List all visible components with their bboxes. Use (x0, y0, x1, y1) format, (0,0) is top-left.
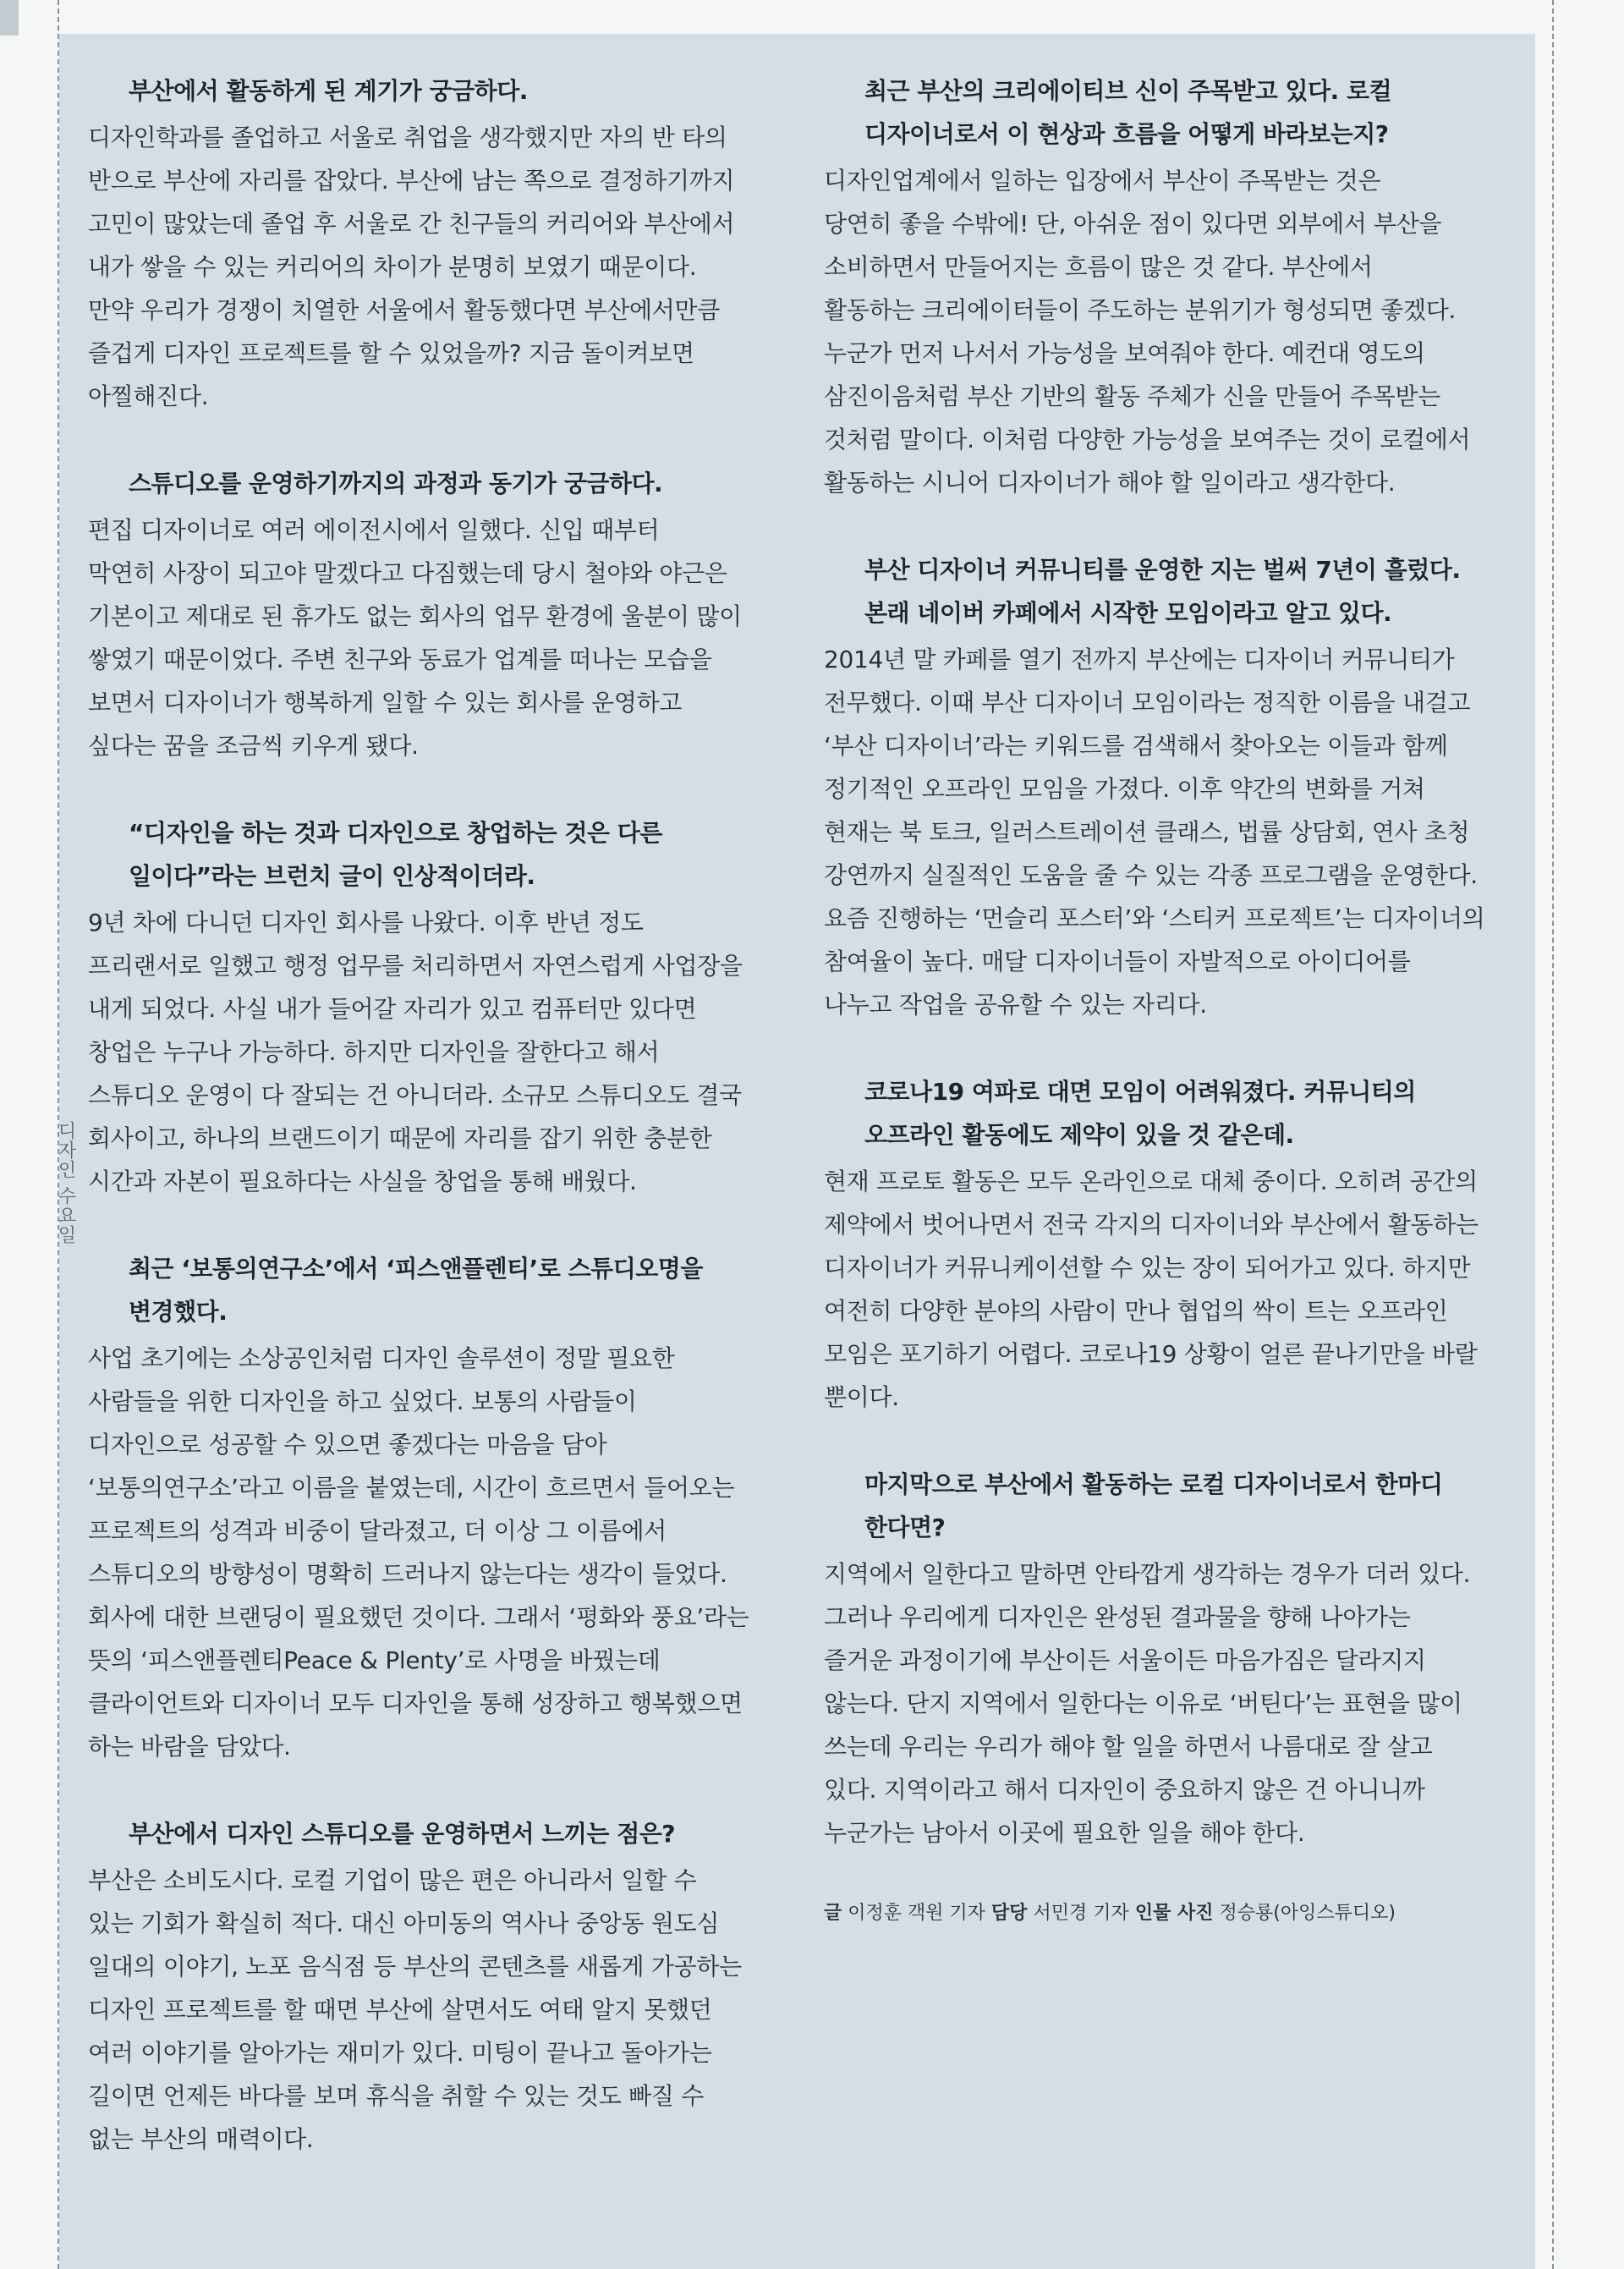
answer-line: 내가 쌓을 수 있는 커리어의 차이가 분명히 보였기 때문이다. (88, 253, 697, 281)
answer-line: 일대의 이야기, 노포 음식점 등 부산의 콘텐츠를 새롭게 가공하는 (88, 1953, 742, 1981)
credit-photo: 정승룡(아잉스튜디오) (1219, 1903, 1396, 1924)
answer-line: 있다. 지역이라고 해서 디자인이 중요하지 않은 건 아니니까 (824, 1776, 1425, 1804)
question-heading (88, 811, 790, 898)
question-heading (88, 69, 790, 113)
answer-line: 디자인으로 성공할 수 있으면 좋겠다는 마음을 담아 (88, 1431, 607, 1459)
answer-line: 하는 바람을 담았다. (88, 1733, 291, 1761)
answer-line: 현재 프로토 활동은 모두 온라인으로 대체 중이다. 오히려 공간의 (824, 1167, 1478, 1195)
question-line: 부산 디자이너 커뮤니티를 운영한 지는 벌써 7년이 흘렀다. (864, 556, 1461, 584)
answer-line: 반으로 부산에 자리를 잡았다. 부산에 남는 쪽으로 결정하기까지 (88, 167, 735, 195)
answer-line: 디자인 프로젝트를 할 때면 부산에 살면서도 여태 알지 못했던 (88, 1996, 712, 2024)
qa-block (88, 1247, 790, 1768)
answer-line: 막연히 사장이 되고야 말겠다고 다짐했는데 당시 철야와 야근은 (88, 559, 727, 587)
question-line: 최근 부산의 크리에이티브 신이 주목받고 있다. 로컬 (864, 77, 1392, 105)
credit-writer-label: 글 (824, 1903, 842, 1924)
question-heading (824, 1070, 1526, 1156)
answer-line: 뜻의 ‘피스앤플렌티Peace & Plenty’로 사명을 바꿨는데 (88, 1646, 661, 1674)
answer-line: 있는 기회가 확실히 적다. 대신 아미동의 역사나 중앙동 원도심 (88, 1909, 720, 1937)
left-column (88, 69, 790, 2205)
answer-line: 것처럼 말이다. 이처럼 다양한 가능성을 보여주는 것이 로컬에서 (824, 426, 1471, 453)
answer-paragraph (824, 1160, 1526, 1419)
answer-line: 누군가 먼저 나서서 가능성을 보여줘야 한다. 예컨대 영도의 (824, 339, 1425, 367)
question-line: “디자인을 하는 것과 디자인으로 창업하는 것은 다른 (129, 819, 662, 847)
answer-line: 여러 이야기를 알아가는 재미가 있다. 미팅이 끝나고 돌아가는 (88, 2039, 712, 2067)
answer-line: 당연히 좋을 수밖에! 단, 아쉬운 점이 있다면 외부에서 부산을 (824, 210, 1442, 238)
question-line: 스튜디오를 운영하기까지의 과정과 동기가 궁금하다. (129, 470, 663, 497)
answer-line: 기본이고 제대로 된 휴가도 없는 회사의 업무 환경에 울분이 많이 (88, 602, 742, 630)
credit-writer: 이정훈 객원 기자 (848, 1903, 986, 1924)
right-cut-line (1552, 0, 1554, 2269)
answer-line: 참여율이 높다. 매달 디자이너들이 자발적으로 아이디어를 (824, 948, 1411, 975)
qa-block (824, 548, 1526, 1026)
answer-line: 프로젝트의 성격과 비중이 달라졌고, 더 이상 그 이름에서 (88, 1517, 667, 1545)
answer-line: ‘부산 디자이너’라는 키워드를 검색해서 찾아오는 이들과 함께 (824, 732, 1448, 760)
question-line: 변경했다. (129, 1298, 228, 1326)
credit-editor: 서민경 기자 (1033, 1903, 1129, 1924)
answer-line: 활동하는 크리에이터들이 주도하는 분위기가 형성되면 좋겠다. (824, 296, 1457, 324)
question-heading (824, 1463, 1526, 1549)
answer-line: 프리랜서로 일했고 행정 업무를 처리하면서 자연스럽게 사업장을 (88, 952, 743, 980)
answer-paragraph (88, 508, 790, 767)
answer-line: 제약에서 벗어나면서 전국 각지의 디자이너와 부산에서 활동하는 (824, 1211, 1479, 1239)
answer-line: 정기적인 오프라인 모임을 가졌다. 이후 약간의 변화를 거쳐 (824, 775, 1425, 803)
question-line: 최근 ‘보통의연구소’에서 ‘피스앤플렌티’로 스튜디오명을 (129, 1255, 703, 1283)
question-line: 마지막으로 부산에서 활동하는 로컬 디자이너로서 한마디 (864, 1470, 1443, 1498)
question-heading (824, 69, 1526, 156)
qa-block (88, 811, 790, 1203)
answer-line: 사업 초기에는 소상공인처럼 디자인 솔루션이 정말 필요한 (88, 1344, 675, 1372)
question-heading (88, 1812, 790, 1855)
right-column-qa-list (824, 69, 1526, 1854)
answer-line: 스튜디오 운영이 다 잘되는 건 아니더라. 소규모 스튜디오도 결국 (88, 1081, 742, 1109)
credit-photo-label: 인물 사진 (1134, 1903, 1214, 1924)
answer-line: 그러나 우리에게 디자인은 완성된 결과물을 향해 나아가는 (824, 1603, 1411, 1631)
question-line: 부산에서 활동하게 된 계기가 궁금하다. (129, 77, 528, 105)
credits (824, 1898, 1526, 1929)
answer-line: 요즘 진행하는 ‘먼슬리 포스터’와 ‘스티커 프로젝트’는 디자이너의 (824, 904, 1485, 932)
answer-line: 누군가는 남아서 이곳에 필요한 일을 해야 한다. (824, 1819, 1305, 1847)
qa-block (824, 1463, 1526, 1854)
qa-block (88, 69, 790, 418)
qa-block (88, 462, 790, 767)
answer-line: 활동하는 시니어 디자이너가 해야 할 일이라고 생각한다. (824, 469, 1396, 497)
question-heading (88, 1247, 790, 1333)
question-line: 코로나19 여파로 대면 모임이 어려워졌다. 커뮤니티의 (864, 1078, 1416, 1106)
answer-line: 쌓였기 때문이었다. 주변 친구와 동료가 업계를 떠나는 모습을 (88, 646, 712, 673)
question-heading (88, 462, 790, 505)
answer-line: 부산은 소비도시다. 로컬 기업이 많은 편은 아니라서 일할 수 (88, 1866, 697, 1894)
qa-block (824, 1070, 1526, 1419)
answer-line: 없는 부산의 매력이다. (88, 2125, 314, 2153)
answer-line: 여전히 다양한 분야의 사람이 만나 협업의 싹이 트는 오프라인 (824, 1297, 1448, 1325)
answer-line: 회사이고, 하나의 브랜드이기 때문에 자리를 잡기 위한 충분한 (88, 1124, 712, 1152)
answer-line: 나누고 작업을 공유할 수 있는 자리다. (824, 991, 1207, 1019)
answer-line: 쓰는데 우리는 우리가 해야 할 일을 하면서 나름대로 잘 살고 (824, 1733, 1433, 1761)
question-line: 오프라인 활동에도 제약이 있을 것 같은데. (864, 1121, 1294, 1149)
answer-line: 즐거운 과정이기에 부산이든 서울이든 마음가짐은 달라지지 (824, 1646, 1426, 1674)
answer-line: 현재는 북 토크, 일러스트레이션 클래스, 법률 상담회, 연사 초청 (824, 818, 1470, 846)
answer-paragraph (88, 1859, 790, 2161)
answer-paragraph (88, 116, 790, 418)
question-line: 부산에서 디자인 스튜디오를 운영하면서 느끼는 점은? (129, 1820, 676, 1848)
answer-line: 2014년 말 카페를 열기 전까지 부산에는 디자이너 커뮤니티가 (824, 646, 1455, 673)
answer-line: 모임은 포기하기 어렵다. 코로나19 상황이 얼른 끝나기만을 바랄 (824, 1340, 1478, 1368)
answer-line: 고민이 많았는데 졸업 후 서울로 간 친구들의 커리어와 부산에서 (88, 210, 735, 238)
answer-line: 즐겁게 디자인 프로젝트를 할 수 있었을까? 지금 돌이켜보면 (88, 339, 694, 367)
answer-line: 만약 우리가 경쟁이 치열한 서울에서 활동했다면 부산에서만큼 (88, 296, 721, 324)
side-label: 디자인 수요일 (55, 1121, 76, 1244)
answer-line: 사람들을 위한 디자인을 하고 싶었다. 보통의 사람들이 (88, 1387, 637, 1415)
question-line: 디자이너로서 이 현상과 흐름을 어떻게 바라보는지? (864, 120, 1389, 148)
answer-line: 않는다. 단지 지역에서 일한다는 이유로 ‘버틴다’는 표현을 많이 (824, 1689, 1462, 1717)
answer-line: 9년 차에 다니던 디자인 회사를 나왔다. 이후 반년 정도 (88, 909, 644, 937)
answer-line: 디자이너가 커뮤니케이션할 수 있는 장이 되어가고 있다. 하지만 (824, 1254, 1471, 1282)
question-line: 본래 네이버 카페에서 시작한 모임이라고 알고 있다. (864, 599, 1392, 627)
answer-line: 창업은 누구나 가능하다. 하지만 디자인을 잘한다고 해서 (88, 1038, 660, 1066)
answer-line: 내게 되었다. 사실 내가 들어갈 자리가 있고 컴퓨터만 있다면 (88, 995, 697, 1023)
qa-block (824, 69, 1526, 504)
answer-line: 전무했다. 이때 부산 디자이너 모임이라는 정직한 이름을 내걸고 (824, 689, 1471, 717)
answer-line: 편집 디자이너로 여러 에이전시에서 일했다. 신입 때부터 (88, 516, 660, 544)
answer-line: ‘보통의연구소’라고 이름을 붙였는데, 시간이 흐르면서 들어오는 (88, 1474, 735, 1502)
answer-line: 회사에 대한 브랜딩이 필요했던 것이다. 그래서 ‘평화와 풍요’라는 (88, 1603, 749, 1631)
answer-line: 시간과 자본이 필요하다는 사실을 창업을 통해 배웠다. (88, 1167, 637, 1195)
answer-line: 싶다는 꿈을 조금씩 키우게 됐다. (88, 732, 419, 760)
answer-line: 아찔해진다. (88, 382, 209, 410)
credit-editor-label: 담당 (991, 1903, 1028, 1924)
answer-line: 길이면 언제든 바다를 보며 휴식을 취할 수 있는 것도 빠질 수 (88, 2082, 704, 2110)
answer-line: 보면서 디자이너가 행복하게 일할 수 있는 회사를 운영하고 (88, 689, 683, 717)
answer-line: 클라이언트와 디자이너 모두 디자인을 통해 성장하고 행복했으면 (88, 1689, 743, 1717)
question-line: 한다면? (864, 1514, 946, 1541)
question-line: 일이다”라는 브런치 글이 인상적이더라. (129, 862, 535, 890)
question-heading (824, 548, 1526, 635)
right-column (824, 69, 1526, 1929)
qa-block (88, 1812, 790, 2161)
answer-line: 뿐이다. (824, 1383, 899, 1411)
answer-line: 소비하면서 만들어지는 흐름이 많은 것 같다. 부산에서 (824, 253, 1373, 281)
answer-line: 삼진이음처럼 부산 기반의 활동 주체가 신을 만들어 주목받는 (824, 382, 1440, 410)
answer-line: 지역에서 일한다고 말하면 안타깝게 생각하는 경우가 더러 있다. (824, 1560, 1471, 1588)
answer-line: 디자인학과를 졸업하고 서울로 취업을 생각했지만 자의 반 타의 (88, 124, 727, 151)
answer-line: 스튜디오의 방향성이 명확히 드러나지 않는다는 생각이 들었다. (88, 1560, 727, 1588)
answer-paragraph (824, 1552, 1526, 1854)
answer-paragraph (88, 1337, 790, 1768)
answer-line: 강연까지 실질적인 도움을 줄 수 있는 각종 프로그램을 운영한다. (824, 861, 1478, 889)
answer-paragraph (88, 901, 790, 1203)
answer-paragraph (824, 638, 1526, 1026)
answer-paragraph (824, 159, 1526, 504)
answer-line: 디자인업계에서 일하는 입장에서 부산이 주목받는 것은 (824, 167, 1381, 195)
corner-tab (0, 0, 19, 36)
